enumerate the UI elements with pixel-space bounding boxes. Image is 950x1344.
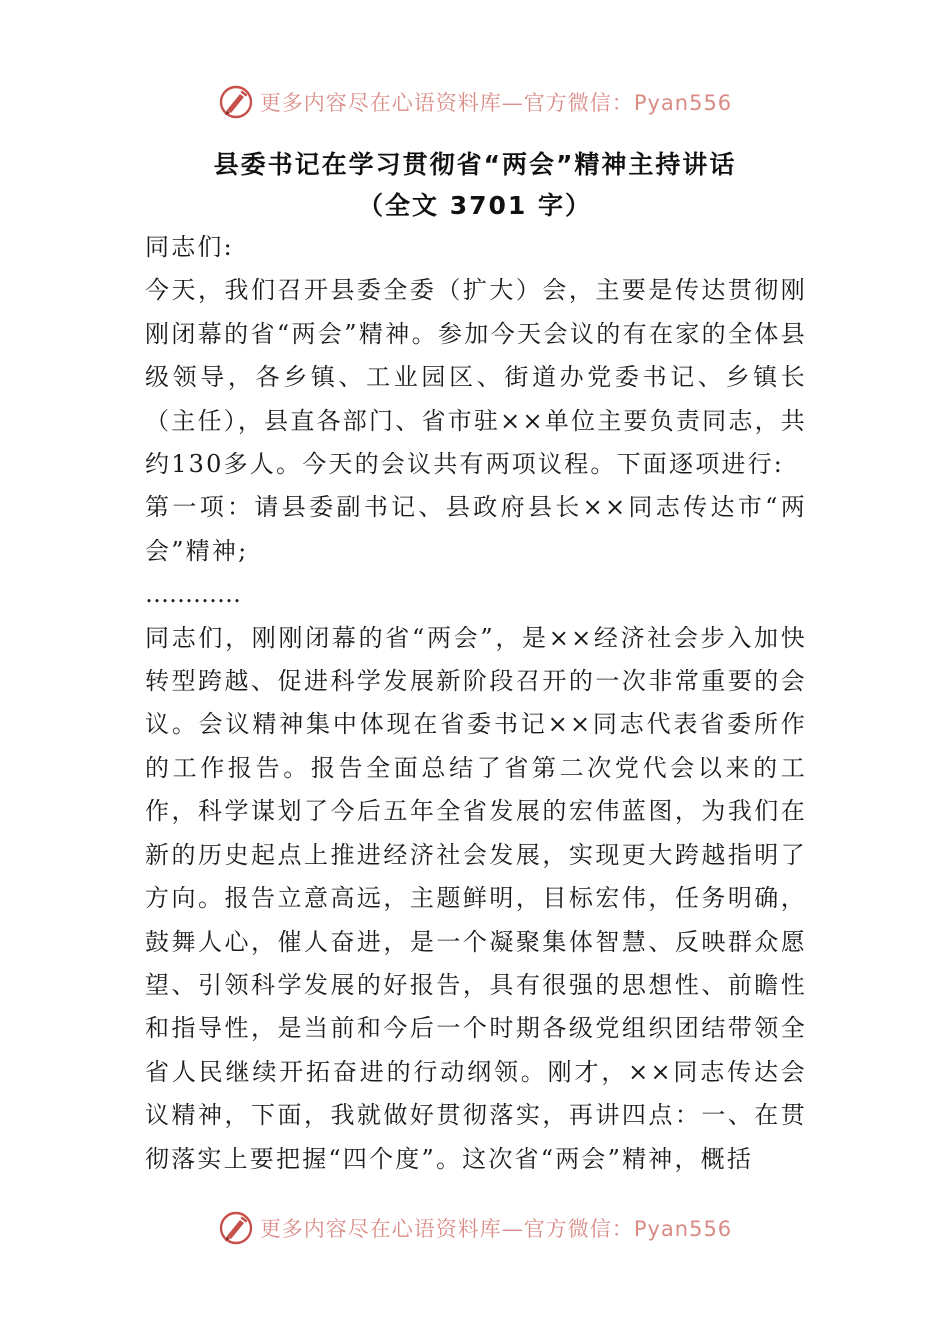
wechat-id: Pyan556: [633, 1217, 733, 1241]
document-body: [145, 226, 807, 1181]
document-title: 县委书记在学习贯彻省“两会”精神主持讲话: [213, 150, 737, 179]
document-subtitle: （全文 3701 字）: [358, 191, 592, 220]
footer-watermark-banner: [0, 1206, 950, 1250]
banner-text: 更多内容尽在心语资料库—官方微信：Pyan556: [259, 91, 733, 115]
header-watermark-banner: [0, 80, 950, 124]
pen-logo-icon: [218, 1210, 254, 1246]
salutation: 同志们:: [145, 233, 234, 261]
agenda-item: 第一项：请县委副书记、县政府县长××同志传达市“两会”精神;: [145, 493, 807, 565]
pen-logo-icon: [218, 84, 254, 120]
paragraph: 同志们，刚刚闭幕的省“两会”，是××经济社会步入加快转型跨越、促进科学发展新阶段召开的一次非常重要的会议。会议精神集中体现在省委书记××同志代表省委所作的工作报告。报告全面总结了省第二次党代会以来的工作，科学谋划了今后五年全省发展的宏伟蓝图，为我们在新的历史起点上推进经济社会发展，实现更大跨越指明了方向。报告立意高远，主题鲜明，目标宏伟，任务明确，鼓舞人心，催人奋进，是一个凝聚集体智慧、反映群众愿望、引领科学发展的好报告，具有很强的思想性、前瞻性和指导性，是当前和今后一个时期各级党组织团结带领全省人民继续开拓奋进的行动纲领。刚才，××同志传达会议精神，下面，我就做好贯彻落实，再讲四点：一、在贯彻落实上要把握“四个度”。这次省“两会”精神，概括: [145, 623, 807, 1173]
banner-text: 更多内容尽在心语资料库—官方微信：Pyan556: [259, 1217, 733, 1241]
paragraph: 今天，我们召开县委全委（扩大）会，主要是传达贯彻刚刚闭幕的省“两会”精神。参加今天会议的有在家的全体县级领导，各乡镇、工业园区、街道办党委书记、乡镇长（主任），县直各部门、省市驻××单位主要负责同志，共约130多人。今天的会议共有两项议程。下面逐项进行:: [145, 276, 807, 479]
wechat-id: Pyan556: [633, 91, 733, 115]
omission-marker: …………: [145, 580, 241, 609]
